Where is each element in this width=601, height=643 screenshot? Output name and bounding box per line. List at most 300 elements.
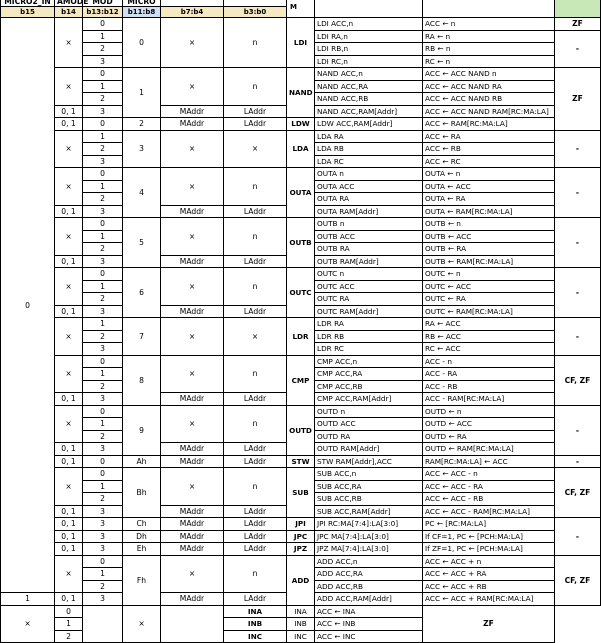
amode-cell: 0, 1 (55, 393, 83, 406)
mod-cell: 1 (83, 230, 123, 243)
operation-cell: PC ← [RC:MA:LA] (423, 518, 555, 531)
operation-cell: RA ← n (423, 30, 555, 43)
b3-b0-cell: n (224, 555, 287, 593)
b3-b0-cell: n (224, 405, 287, 443)
operation-cell: ACC - RB (423, 380, 555, 393)
micro-cell: 8 (123, 355, 161, 405)
micro-cell: Eh (123, 543, 161, 556)
operation-cell: OUTC ← n (423, 268, 555, 281)
mod-cell: 2 (83, 380, 123, 393)
header-bit-b15: b15 (1, 7, 55, 18)
mod-cell: 0 (83, 405, 123, 418)
amode-cell: 0, 1 (55, 518, 83, 531)
assembly-cell: LDI ACC,n (315, 18, 423, 31)
operation-cell: OUTC ← ACC (423, 280, 555, 293)
amode-cell: 0, 1 (55, 118, 83, 131)
b7-b4-cell: MAddr (161, 443, 224, 456)
b15-cell: 0 (1, 18, 55, 593)
operation-cell: ACC ← ACC + n (423, 555, 555, 568)
assembly-cell: LDA RA (315, 130, 423, 143)
b3-b0-cell: LAddr (224, 593, 287, 606)
mod-cell: 0 (83, 118, 123, 131)
micro-cell: Ch (123, 518, 161, 531)
operation-cell: ACC ← RAM[RC:MA:LA] (423, 118, 555, 131)
table-row (1, 518, 601, 531)
mnemonic-cell: LDR (287, 318, 315, 356)
b3-b0-cell: LAddr (224, 518, 287, 531)
b7-b4-cell: MAddr (161, 593, 224, 606)
flags-cell: ZF (555, 18, 601, 31)
mnemonic-cell: LDA (287, 130, 315, 168)
b3-b0-cell: n (224, 355, 287, 393)
flags-cell: ZF (555, 68, 601, 131)
operation-cell: OUTA ← n (423, 168, 555, 181)
micro-cell: Dh (123, 530, 161, 543)
micro-cell: 2 (123, 118, 161, 131)
operation-cell: If ZF=1, PC ← [PCH:MA:LA] (423, 543, 555, 556)
flags-cell: CF, ZF (555, 555, 601, 605)
b3-b0-cell: LAddr (224, 443, 287, 456)
assembly-cell: OUTB ACC (315, 230, 423, 243)
b7-b4-cell: MAddr (161, 393, 224, 406)
mnemonic-cell: OUTC (287, 268, 315, 318)
mod-cell: 2 (83, 293, 123, 306)
b7-b4-cell: × (161, 218, 224, 256)
amode-cell: × (55, 68, 83, 106)
assembly-cell: OUTD n (315, 405, 423, 418)
mod-cell: 3 (83, 105, 123, 118)
mod-cell: 3 (83, 518, 123, 531)
amode-cell: × (55, 405, 83, 443)
operation-cell: OUTC ← RA (423, 293, 555, 306)
mod-cell: 2 (83, 330, 123, 343)
b3-b0-cell: LAddr (224, 393, 287, 406)
operation-cell: RC ← n (423, 55, 555, 68)
micro-cell: 0 (123, 18, 161, 68)
amode-cell: × (55, 468, 83, 506)
operation-cell: ACC ← RA (423, 130, 555, 143)
operation-cell: ACC ← ACC + RA (423, 568, 555, 581)
amode-cell: × (55, 355, 83, 393)
operation-cell: ACC ← INC (315, 630, 423, 643)
b3-b0-cell: LAddr (224, 455, 287, 468)
operation-cell: ACC ← ACC + RB (423, 580, 555, 593)
b7-b4-cell: × (161, 68, 224, 106)
table-row (1, 168, 601, 181)
flags-cell: CF, ZF (555, 355, 601, 405)
b7-b4-cell: × (123, 605, 161, 643)
mod-cell: 2 (83, 93, 123, 106)
operation-cell: ACC ← ACC NAND RAM[RC:MA:LA] (423, 105, 555, 118)
table-row (1, 455, 601, 468)
mnemonic-cell: JPC (287, 530, 315, 543)
mnemonic-cell: OUTB (287, 218, 315, 268)
micro-cell (83, 605, 123, 643)
assembly-cell: LDR RB (315, 330, 423, 343)
mod-cell: 3 (83, 343, 123, 356)
operation-cell: ACC ← ACC + RAM[RC:MA:LA] (423, 593, 555, 606)
assembly-cell: ADD ACC,RA (315, 568, 423, 581)
assembly-cell: OUTA n (315, 168, 423, 181)
flags-cell: - (555, 30, 601, 68)
assembly-cell: OUTA RAM[Addr] (315, 205, 423, 218)
amode-cell: 0, 1 (55, 543, 83, 556)
amode-cell: 0, 1 (55, 530, 83, 543)
mod-cell: 0 (83, 355, 123, 368)
operation-cell: OUTC ← RAM[RC:MA:LA] (423, 305, 555, 318)
operation-cell: RB ← n (423, 43, 555, 56)
micro-cell: 5 (123, 218, 161, 268)
operation-cell: OUTD ← n (423, 405, 555, 418)
mod-cell: 3 (83, 543, 123, 556)
operation-cell: ACC ← ACC NAND RA (423, 80, 555, 93)
b3-b0-cell (161, 605, 224, 643)
mod-cell: 1 (83, 180, 123, 193)
b7-b4-cell: MAddr (161, 505, 224, 518)
mod-cell: 1 (55, 618, 83, 631)
table-row (1, 318, 601, 331)
assembly-cell: OUTC RA (315, 293, 423, 306)
amode-cell: × (1, 605, 55, 643)
assembly-cell: JPI RC:MA[7:4]:LA[3:0] (315, 518, 423, 531)
assembly-cell: OUTD RAM[Addr] (315, 443, 423, 456)
table-row (1, 555, 601, 568)
mod-cell: 0 (83, 268, 123, 281)
b7-b4-cell: × (161, 18, 224, 68)
amode-cell: 0, 1 (55, 593, 83, 606)
b3-b0-cell: n (224, 168, 287, 206)
mod-cell: 2 (83, 243, 123, 256)
micro-cell: 3 (123, 130, 161, 168)
assembly-cell: LDW ACC,RAM[Addr] (315, 118, 423, 131)
operation-cell: OUTB ← RA (423, 243, 555, 256)
operation-cell: ACC ← ACC NAND RB (423, 93, 555, 106)
flags-cell: - (555, 405, 601, 455)
operation-cell: ACC ← ACC - RA (423, 480, 555, 493)
assembly-cell: LDI RA,n (315, 30, 423, 43)
assembly-cell: CMP ACC,RB (315, 380, 423, 393)
header-mod: MOD (83, 0, 123, 7)
mnemonic-cell: INC (224, 630, 287, 643)
table-row (1, 118, 601, 131)
assembly-cell: CMP ACC,RAM[Addr] (315, 393, 423, 406)
assembly-cell: OUTC n (315, 268, 423, 281)
header-bit-b14: b14 (55, 7, 83, 18)
mnemonic-cell: OUTA (287, 168, 315, 218)
header-bit-b3-b0: b3:b0 (224, 7, 287, 18)
mod-cell: 3 (83, 393, 123, 406)
assembly-cell: LDA RB (315, 143, 423, 156)
mnemonic-cell: LDW (287, 118, 315, 131)
mnemonic-cell: NAND (287, 68, 315, 118)
mod-cell: 0 (83, 455, 123, 468)
assembly-cell: INB (287, 618, 315, 631)
b3-b0-cell: LAddr (224, 305, 287, 318)
assembly-cell: SUB ACC,RAM[Addr] (315, 505, 423, 518)
operation-cell: ACC ← INB (315, 618, 423, 631)
b3-b0-cell: LAddr (224, 530, 287, 543)
mod-cell: 2 (83, 493, 123, 506)
assembly-cell: OUTB RA (315, 243, 423, 256)
micro-cell: 9 (123, 405, 161, 455)
amode-cell: × (55, 318, 83, 356)
mod-cell: 0 (83, 168, 123, 181)
micro-cell: 4 (123, 168, 161, 218)
b7-b4-cell: × (161, 355, 224, 393)
assembly-cell: NAND ACC,n (315, 68, 423, 81)
amode-cell: 0, 1 (55, 105, 83, 118)
b3-b0-cell: LAddr (224, 118, 287, 131)
assembly-cell: NAND ACC,RAM[Addr] (315, 105, 423, 118)
operation-cell: OUTB ← ACC (423, 230, 555, 243)
operation-cell: ACC - n (423, 355, 555, 368)
table-row (1, 405, 601, 418)
operation-cell: ACC ← RC (423, 155, 555, 168)
assembly-cell: INC (287, 630, 315, 643)
table-row (1, 543, 601, 556)
table-row (1, 468, 601, 481)
amode-cell: × (55, 218, 83, 256)
flags-cell: - (555, 168, 601, 218)
b7-b4-cell: MAddr (161, 530, 224, 543)
amode-cell: 0, 1 (55, 455, 83, 468)
operation-cell: OUTD ← RAM[RC:MA:LA] (423, 443, 555, 456)
flags-cell: - (555, 518, 601, 556)
flags-cell: - (555, 268, 601, 318)
mod-cell: 1 (83, 568, 123, 581)
micro-cell: Ah (123, 455, 161, 468)
header-assembly (315, 0, 423, 18)
assembly-cell: ADD ACC,RB (315, 580, 423, 593)
micro-cell: 7 (123, 318, 161, 356)
assembly-cell: STW RAM[Addr],ACC (315, 455, 423, 468)
table-row (1, 530, 601, 543)
b7-b4-cell: MAddr (161, 255, 224, 268)
operation-cell: RA ← ACC (423, 318, 555, 331)
mod-cell: 3 (83, 55, 123, 68)
header-operation (423, 0, 555, 18)
assembly-cell: OUTD RA (315, 430, 423, 443)
mod-cell: 1 (83, 368, 123, 381)
b7-b4-cell: MAddr (161, 543, 224, 556)
operation-cell: OUTD ← RA (423, 430, 555, 443)
assembly-cell: CMP ACC,RA (315, 368, 423, 381)
mod-cell: 1 (83, 480, 123, 493)
flags-cell: - (555, 130, 601, 168)
assembly-cell: SUB ACC,n (315, 468, 423, 481)
assembly-cell: SUB ACC,RB (315, 493, 423, 506)
operation-cell: ACC ← n (423, 18, 555, 31)
mod-cell: 3 (83, 443, 123, 456)
assembly-cell: LDR RC (315, 343, 423, 356)
flags-cell: - (555, 218, 601, 268)
mod-cell: 1 (83, 130, 123, 143)
header-amode: AMODE (55, 0, 83, 7)
b3-b0-cell: × (224, 318, 287, 356)
amode-cell: 0, 1 (55, 205, 83, 218)
operation-cell: RB ← ACC (423, 330, 555, 343)
b7-b4-cell: × (161, 468, 224, 506)
mnemonic-cell: SUB (287, 468, 315, 518)
assembly-cell: ADD ACC,n (315, 555, 423, 568)
assembly-cell: JPC MA[7:4]:LA[3:0] (315, 530, 423, 543)
assembly-cell: NAND ACC,RB (315, 93, 423, 106)
header-bit-b11-b8: b11:b8 (123, 7, 161, 18)
assembly-cell: CMP ACC,n (315, 355, 423, 368)
amode-cell: 0, 1 (55, 443, 83, 456)
b7-b4-cell: × (161, 405, 224, 443)
operation-cell: ACC ← ACC NAND n (423, 68, 555, 81)
assembly-cell: LDA RC (315, 155, 423, 168)
operation-cell: OUTA ← ACC (423, 180, 555, 193)
mod-cell: 1 (83, 318, 123, 331)
amode-cell: 0, 1 (55, 305, 83, 318)
mod-cell: 0 (83, 468, 123, 481)
mod-cell: 1 (83, 418, 123, 431)
mnemonic-cell: INB (224, 618, 287, 631)
header-flags (555, 0, 601, 18)
table-row (1, 130, 601, 143)
instruction-table-body (1, 0, 601, 643)
mod-cell: 3 (83, 205, 123, 218)
operation-cell: ACC ← RB (423, 143, 555, 156)
header-bit-b7-b4: b7:b4 (161, 7, 224, 18)
b7-b4-cell: × (161, 268, 224, 306)
amode-cell: 0, 1 (55, 255, 83, 268)
mod-cell: 2 (83, 430, 123, 443)
b7-b4-cell: MAddr (161, 455, 224, 468)
mod-cell: 0 (83, 68, 123, 81)
b3-b0-cell: × (224, 130, 287, 168)
amode-cell: × (55, 168, 83, 206)
assembly-cell: ADD ACC,RAM[Addr] (315, 593, 423, 606)
mod-cell: 0 (83, 18, 123, 31)
mnemonic-cell: JPZ (287, 543, 315, 556)
header-mnemonic: M (287, 0, 315, 18)
mod-cell: 2 (83, 143, 123, 156)
b7-b4-cell: × (161, 130, 224, 168)
mnemonic-cell: STW (287, 455, 315, 468)
micro-cell: 6 (123, 268, 161, 318)
operation-cell: ACC ← ACC - RB (423, 493, 555, 506)
mod-cell: 3 (83, 505, 123, 518)
assembly-cell: OUTC ACC (315, 280, 423, 293)
table-row (1, 268, 601, 281)
amode-cell: 0, 1 (55, 505, 83, 518)
b3-b0-cell: LAddr (224, 205, 287, 218)
table-row (1, 68, 601, 81)
b3-b0-cell: n (224, 468, 287, 506)
assembly-cell: OUTA RA (315, 193, 423, 206)
table-row (1, 18, 601, 31)
micro-cell: 1 (123, 68, 161, 118)
mnemonic-cell: ADD (287, 555, 315, 605)
assembly-cell: JPZ MA[7:4]:LA[3:0] (315, 543, 423, 556)
b3-b0-cell: n (224, 18, 287, 68)
mod-cell: 0 (83, 218, 123, 231)
amode-cell: × (55, 555, 83, 593)
amode-cell: × (55, 268, 83, 306)
mnemonic-cell: LDI (287, 18, 315, 68)
b7-b4-cell: MAddr (161, 105, 224, 118)
mod-cell: 2 (55, 630, 83, 643)
operation-cell: OUTD ← ACC (423, 418, 555, 431)
mod-cell: 2 (83, 580, 123, 593)
assembly-cell: SUB ACC,RA (315, 480, 423, 493)
mod-cell: 0 (55, 605, 83, 618)
mnemonic-cell: JPI (287, 518, 315, 531)
mod-cell: 2 (83, 193, 123, 206)
operation-cell: ACC - RAM[RC:MA:LA] (423, 393, 555, 406)
mod-cell: 3 (83, 593, 123, 606)
mod-cell: 1 (83, 30, 123, 43)
amode-cell: × (55, 130, 83, 168)
b3-b0-cell: LAddr (224, 505, 287, 518)
b3-b0-cell: n (224, 268, 287, 306)
mod-cell: 1 (83, 280, 123, 293)
assembly-cell: INA (287, 605, 315, 618)
table-row (1, 355, 601, 368)
operation-cell: RAM[RC:MA:LA] ← ACC (423, 455, 555, 468)
header-micro: MICRO (123, 0, 161, 7)
b15-cell: 1 (1, 593, 55, 606)
assembly-cell: NAND ACC,RA (315, 80, 423, 93)
assembly-cell: OUTD ACC (315, 418, 423, 431)
b3-b0-cell: n (224, 68, 287, 106)
mod-cell: 1 (83, 80, 123, 93)
flags-cell: - (555, 455, 601, 468)
operation-cell: OUTB ← RAM[RC:MA:LA] (423, 255, 555, 268)
assembly-cell: LDI RB,n (315, 43, 423, 56)
amode-cell: × (55, 18, 83, 68)
micro-cell: Fh (123, 555, 161, 605)
header-bit-b13-b12: b13:b12 (83, 7, 123, 18)
b7-b4-cell: MAddr (161, 118, 224, 131)
header-micro2-in: MICRO2_IN (1, 0, 55, 7)
b7-b4-cell: MAddr (161, 205, 224, 218)
b7-b4-cell: × (161, 318, 224, 356)
flags-cell: CF, ZF (555, 468, 601, 518)
operation-cell: OUTA ← RA (423, 193, 555, 206)
b7-b4-cell: MAddr (161, 518, 224, 531)
b7-b4-cell: × (161, 168, 224, 206)
assembly-cell: OUTA ACC (315, 180, 423, 193)
assembly-cell: OUTB n (315, 218, 423, 231)
mod-cell: 3 (83, 255, 123, 268)
b3-b0-cell: LAddr (224, 255, 287, 268)
operation-cell: OUTA ← RAM[RC:MA:LA] (423, 205, 555, 218)
operation-cell: RC ← ACC (423, 343, 555, 356)
mnemonic-cell: CMP (287, 355, 315, 405)
assembly-cell: LDR RA (315, 318, 423, 331)
assembly-cell: OUTC RAM[Addr] (315, 305, 423, 318)
assembly-cell: LDI RC,n (315, 55, 423, 68)
b3-b0-cell: LAddr (224, 543, 287, 556)
micro-cell: Bh (123, 468, 161, 518)
b7-b4-cell: × (161, 555, 224, 593)
b7-b4-cell: MAddr (161, 305, 224, 318)
mnemonic-cell: INA (224, 605, 287, 618)
operation-cell: If CF=1, PC ← [PCH:MA:LA] (423, 530, 555, 543)
mnemonic-cell: OUTD (287, 405, 315, 455)
table-row (1, 218, 601, 231)
operation-cell: OUTB ← n (423, 218, 555, 231)
mod-cell: 0 (83, 555, 123, 568)
table-row (1, 605, 601, 618)
flags-cell: - (555, 318, 601, 356)
assembly-cell: OUTB RAM[Addr] (315, 255, 423, 268)
mod-cell: 3 (83, 155, 123, 168)
